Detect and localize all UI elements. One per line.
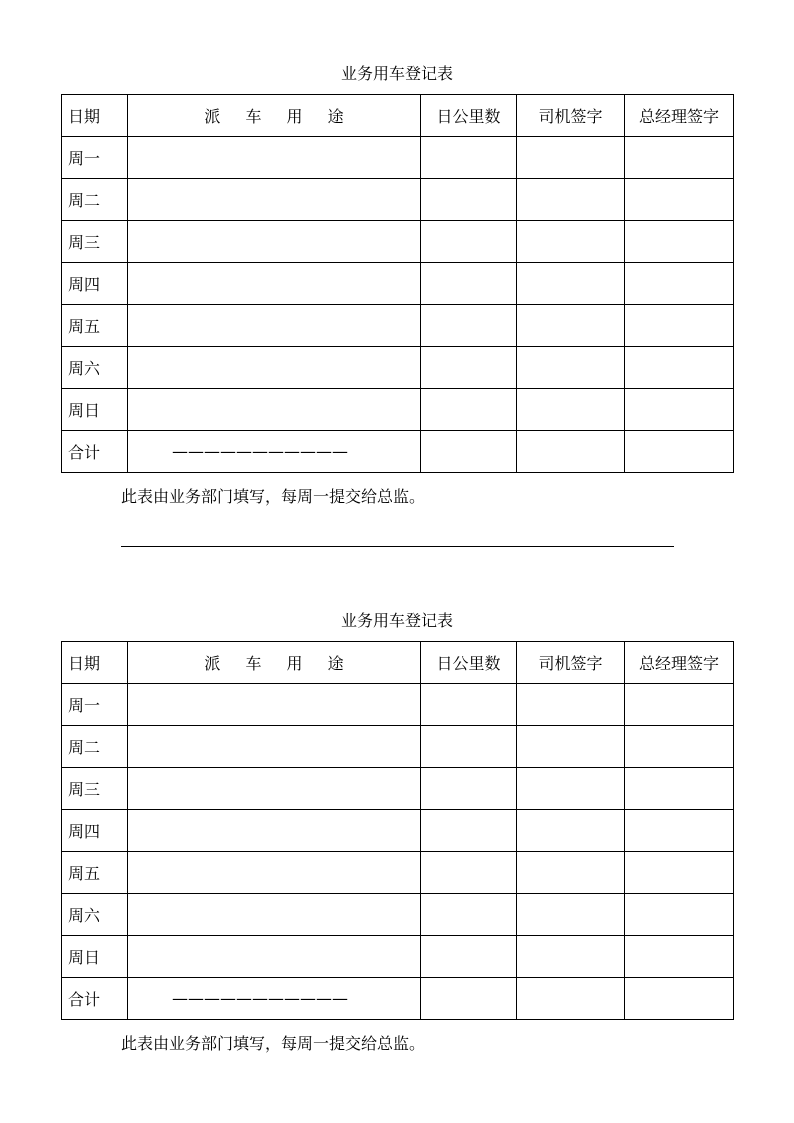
total-dash: ——————————— <box>128 431 421 473</box>
header-mileage: 日公里数 <box>421 95 517 137</box>
driver-sign-cell[interactable] <box>517 263 625 305</box>
purpose-cell[interactable] <box>128 263 421 305</box>
vehicle-log-table <box>61 641 734 1020</box>
total-dash: ——————————— <box>128 978 421 1020</box>
form-title: 业务用车登记表 <box>340 64 453 83</box>
total-label: 合计 <box>62 431 128 473</box>
manager-sign-cell[interactable] <box>625 221 734 263</box>
row-day-label: 周日 <box>62 936 128 978</box>
manager-sign-cell[interactable] <box>625 137 734 179</box>
header-date: 日期 <box>62 95 128 137</box>
row-day-label: 周一 <box>62 684 128 726</box>
table-row <box>62 179 734 221</box>
row-day-label: 周四 <box>62 263 128 305</box>
cut-line <box>121 546 674 547</box>
manager-sign-cell[interactable] <box>625 852 734 894</box>
vehicle-log-table <box>61 94 734 473</box>
row-day-label: 周五 <box>62 852 128 894</box>
table-row <box>62 852 734 894</box>
mileage-cell[interactable] <box>421 221 517 263</box>
total-driver-sign-cell[interactable] <box>517 978 625 1020</box>
mileage-cell[interactable] <box>421 305 517 347</box>
driver-sign-cell[interactable] <box>517 936 625 978</box>
manager-sign-cell[interactable] <box>625 179 734 221</box>
total-label: 合计 <box>62 978 128 1020</box>
manager-sign-cell[interactable] <box>625 263 734 305</box>
header-purpose: 派 车 用 途 <box>128 95 421 137</box>
purpose-cell[interactable] <box>128 726 421 768</box>
form-note: 此表由业务部门填写，每周一提交给总监。 <box>121 1034 426 1053</box>
purpose-cell[interactable] <box>128 221 421 263</box>
row-day-label: 周五 <box>62 305 128 347</box>
table-row <box>62 684 734 726</box>
row-day-label: 周一 <box>62 137 128 179</box>
table-row <box>62 389 734 431</box>
mileage-cell[interactable] <box>421 768 517 810</box>
manager-sign-cell[interactable] <box>625 347 734 389</box>
purpose-cell[interactable] <box>128 179 421 221</box>
total-driver-sign-cell[interactable] <box>517 431 625 473</box>
manager-sign-cell[interactable] <box>625 936 734 978</box>
table-row <box>62 221 734 263</box>
mileage-cell[interactable] <box>421 936 517 978</box>
manager-sign-cell[interactable] <box>625 894 734 936</box>
driver-sign-cell[interactable] <box>517 305 625 347</box>
row-day-label: 周日 <box>62 389 128 431</box>
header-manager-sign: 总经理签字 <box>625 642 734 684</box>
driver-sign-cell[interactable] <box>517 810 625 852</box>
table-row <box>62 305 734 347</box>
mileage-cell[interactable] <box>421 684 517 726</box>
manager-sign-cell[interactable] <box>625 305 734 347</box>
driver-sign-cell[interactable] <box>517 768 625 810</box>
purpose-cell[interactable] <box>128 305 421 347</box>
manager-sign-cell[interactable] <box>625 810 734 852</box>
driver-sign-cell[interactable] <box>517 221 625 263</box>
table-row <box>62 263 734 305</box>
header-mileage: 日公里数 <box>421 642 517 684</box>
total-mileage-cell[interactable] <box>421 978 517 1020</box>
row-day-label: 周三 <box>62 768 128 810</box>
driver-sign-cell[interactable] <box>517 137 625 179</box>
purpose-cell[interactable] <box>128 347 421 389</box>
row-day-label: 周四 <box>62 810 128 852</box>
header-purpose: 派 车 用 途 <box>128 642 421 684</box>
header-driver-sign: 司机签字 <box>517 95 625 137</box>
purpose-cell[interactable] <box>128 894 421 936</box>
driver-sign-cell[interactable] <box>517 389 625 431</box>
purpose-cell[interactable] <box>128 684 421 726</box>
purpose-cell[interactable] <box>128 852 421 894</box>
driver-sign-cell[interactable] <box>517 684 625 726</box>
total-row <box>62 431 734 473</box>
mileage-cell[interactable] <box>421 389 517 431</box>
table-row <box>62 894 734 936</box>
purpose-cell[interactable] <box>128 137 421 179</box>
driver-sign-cell[interactable] <box>517 852 625 894</box>
table-row <box>62 810 734 852</box>
table-row <box>62 936 734 978</box>
mileage-cell[interactable] <box>421 179 517 221</box>
purpose-cell[interactable] <box>128 768 421 810</box>
total-row <box>62 978 734 1020</box>
mileage-cell[interactable] <box>421 810 517 852</box>
mileage-cell[interactable] <box>421 726 517 768</box>
driver-sign-cell[interactable] <box>517 179 625 221</box>
manager-sign-cell[interactable] <box>625 684 734 726</box>
table-header-row <box>62 642 734 684</box>
table-row <box>62 726 734 768</box>
purpose-cell[interactable] <box>128 810 421 852</box>
header-date: 日期 <box>62 642 128 684</box>
driver-sign-cell[interactable] <box>517 347 625 389</box>
total-mileage-cell[interactable] <box>421 431 517 473</box>
table-row <box>62 137 734 179</box>
row-day-label: 周六 <box>62 894 128 936</box>
mileage-cell[interactable] <box>421 137 517 179</box>
mileage-cell[interactable] <box>421 263 517 305</box>
total-manager-sign-cell[interactable] <box>625 978 734 1020</box>
form-title: 业务用车登记表 <box>340 611 453 630</box>
header-driver-sign: 司机签字 <box>517 642 625 684</box>
form-note: 此表由业务部门填写，每周一提交给总监。 <box>121 487 426 506</box>
driver-sign-cell[interactable] <box>517 726 625 768</box>
mileage-cell[interactable] <box>421 852 517 894</box>
mileage-cell[interactable] <box>421 347 517 389</box>
row-day-label: 周二 <box>62 726 128 768</box>
manager-sign-cell[interactable] <box>625 389 734 431</box>
total-manager-sign-cell[interactable] <box>625 431 734 473</box>
manager-sign-cell[interactable] <box>625 726 734 768</box>
purpose-cell[interactable] <box>128 936 421 978</box>
row-day-label: 周六 <box>62 347 128 389</box>
driver-sign-cell[interactable] <box>517 894 625 936</box>
header-manager-sign: 总经理签字 <box>625 95 734 137</box>
row-day-label: 周二 <box>62 179 128 221</box>
purpose-cell[interactable] <box>128 389 421 431</box>
table-row <box>62 347 734 389</box>
row-day-label: 周三 <box>62 221 128 263</box>
manager-sign-cell[interactable] <box>625 768 734 810</box>
mileage-cell[interactable] <box>421 894 517 936</box>
table-row <box>62 768 734 810</box>
table-header-row <box>62 95 734 137</box>
